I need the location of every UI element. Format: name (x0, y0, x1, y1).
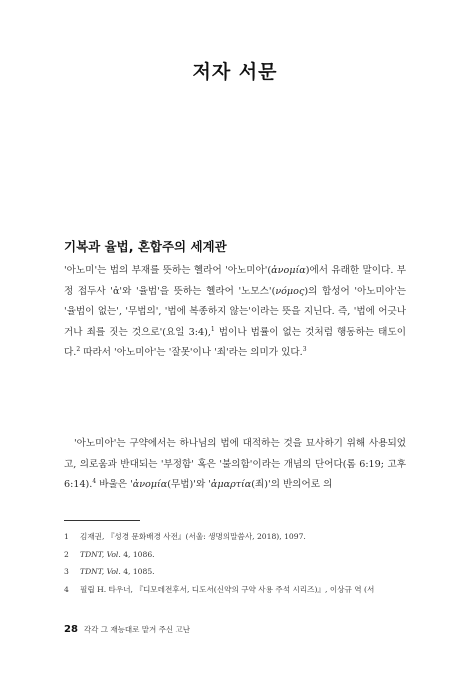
running-title: 각각 그 재능대로 맡겨 주신 고난 (83, 625, 191, 634)
footnote-ref[interactable]: 4 (92, 477, 97, 485)
footnote-text: 필립 H. 타우너, 『디모데전후서, 디도서(신약의 구약 사용 주석 시리즈)』, 이상규 역 (서 (80, 584, 375, 594)
page-number: 28 (64, 624, 78, 635)
text-run: 바울은 ' (96, 479, 133, 490)
footnote (64, 581, 414, 599)
greek-word: νόμος (275, 285, 305, 297)
footnote-text: 김재권, 『성경 문화배경 사전』(서울: 생명의말씀사, 2018), 1097. (80, 532, 306, 541)
footnote-text: 4, 1086. (120, 549, 155, 559)
text-run: (죄)'의 반의어로 의 (251, 479, 333, 490)
footnote-ref[interactable]: 1 (210, 325, 215, 333)
text-run: )의 합성어 '아노미아'는 '율법이 없는', '무법의', '법에 복종하지 않는'이라는 뜻을 지닌다. 즉, '법에 어긋나거나 죄를 짓는 것으로'(요일 3:4), (64, 285, 406, 338)
footnote-number: 3 (64, 567, 69, 576)
text-run: (무법)'와 ' (167, 479, 211, 490)
footnote-italic: TDNT, Vol. (80, 549, 121, 559)
text-run: 따라서 '아노미아'는 '잘못'이나 '죄'라는 의미가 있다. (80, 347, 303, 358)
greek-word: ἁμαρτία (210, 479, 252, 490)
footnote-text: 4, 1085. (120, 567, 155, 576)
footnote-number: 1 (64, 532, 69, 541)
footnote-number: 4 (64, 584, 69, 594)
body-paragraph-2 (64, 434, 406, 496)
body-paragraph-1 (64, 261, 406, 364)
footnote (64, 528, 414, 546)
text-run: '아노미아'는 구약에서는 하나님의 법에 대적하는 것을 묘사하기 위해 사용되었고, 의로움과 반대되는 '부정함' 혹은 '불의함'이라는 개념의 단어다(롬 6:19; 고후 6:14). (64, 438, 406, 490)
greek-word: ἀνομία (271, 265, 306, 276)
footnote-ref[interactable]: 2 (76, 345, 81, 353)
greek-word: ἀνομία (132, 479, 168, 490)
section-heading: 기복과 율법, 혼합주의 세계관 (64, 239, 227, 254)
text-run: '아노미'는 법의 부재를 뜻하는 헬라어 '아노미아'( (64, 265, 272, 276)
footnote-number: 2 (64, 549, 69, 559)
footnotes (64, 528, 414, 598)
footnote (64, 563, 414, 581)
text-run: )에서 유래한 말이다. 부정 접두사 'ἀ'와 '율법'을 뜻하는 헬라어 '노모스'( (64, 265, 407, 297)
footnote-divider (64, 520, 140, 521)
page-footer (64, 624, 190, 635)
footnote-italic: TDNT, Vol. (80, 567, 121, 576)
page-title: 저자 서문 (192, 61, 278, 83)
footnote (64, 546, 414, 564)
text-run: 법이나 법률이 없는 것처럼 행동하는 태도이다. (64, 326, 406, 358)
footnote-ref[interactable]: 3 (302, 345, 307, 353)
